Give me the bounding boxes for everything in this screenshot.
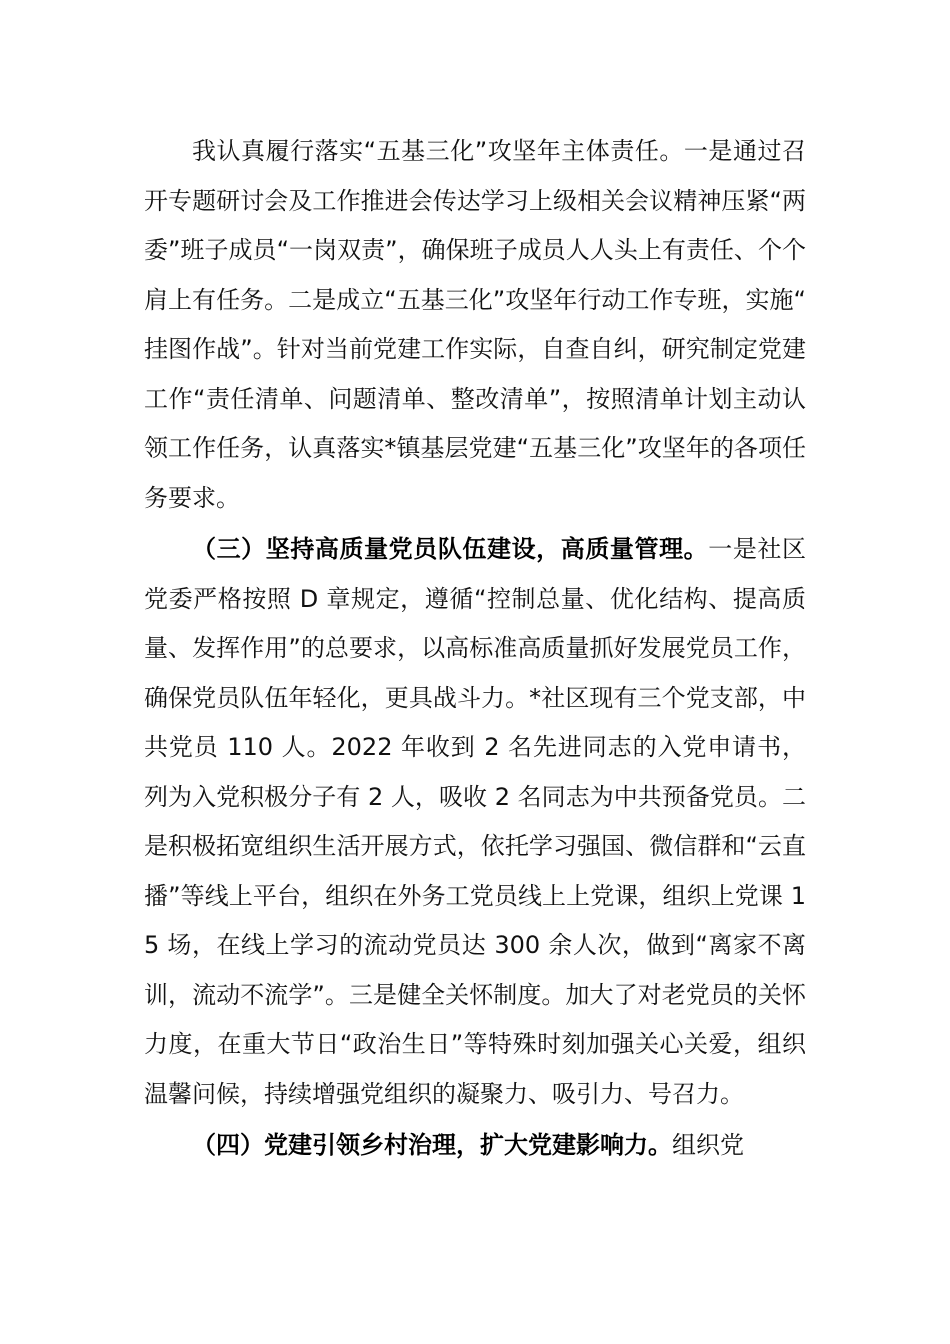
paragraph-body: 组织党 xyxy=(672,1131,744,1159)
document-page xyxy=(144,127,806,1171)
paragraph-responsibility xyxy=(144,127,806,523)
paragraph-body: 我认真履行落实“五基三化”攻坚年主体责任。一是通过召开专题研讨会及工作推进会传达学习上级相关会议精神压紧“两委”班子成员“一岗双责”，确保班子成员人人头上有责任、个个肩上有任务。二是成立“五基三化”攻坚年行动工作专班，实施“挂图作战”。针对当前党建工作实际，自查自纠，研究制定党建工作“责任清单、问题清单、整改清单”，按照清单计划主动认领工作任务，认真落实*镇基层党建“五基三化”攻坚年的各项任务要求。 xyxy=(144,137,806,512)
section-heading-three: （三）坚持高质量党员队伍建设，高质量管理。 xyxy=(192,535,709,563)
paragraph-party-member-team xyxy=(144,525,806,1119)
paragraph-body: 一是社区党委严格按照 D 章规定，遵循“控制总量、优化结构、提高质量、发挥作用”的总要求，以高标准高质量抓好发展党员工作，确保党员队伍年轻化，更具战斗力。*社区现有三个党支部，中共党员 110 人。2022 年收到 2 名先进同志的入党申请书，列为入党积极分子有 2 人，吸收 2 名同志为中共预备党员。二是积极拓宽组织生活开展方式，依托学习强国、微信群和“云直播”等线上平台，组织在外务工党员线上上党课，组织上党课 15 场，在线上学习的流动党员达 300 余人次，做到“离家不离训，流动不流学”。三是健全关怀制度。加大了对老党员的关怀力度，在重大节日“政治生日”等特殊时刻加强关心关爱，组织温馨问候，持续增强党组织的凝聚力、吸引力、号召力。 xyxy=(144,535,806,1108)
section-heading-four: （四）党建引领乡村治理，扩大党建影响力。 xyxy=(192,1131,672,1159)
paragraph-rural-governance xyxy=(144,1121,806,1171)
